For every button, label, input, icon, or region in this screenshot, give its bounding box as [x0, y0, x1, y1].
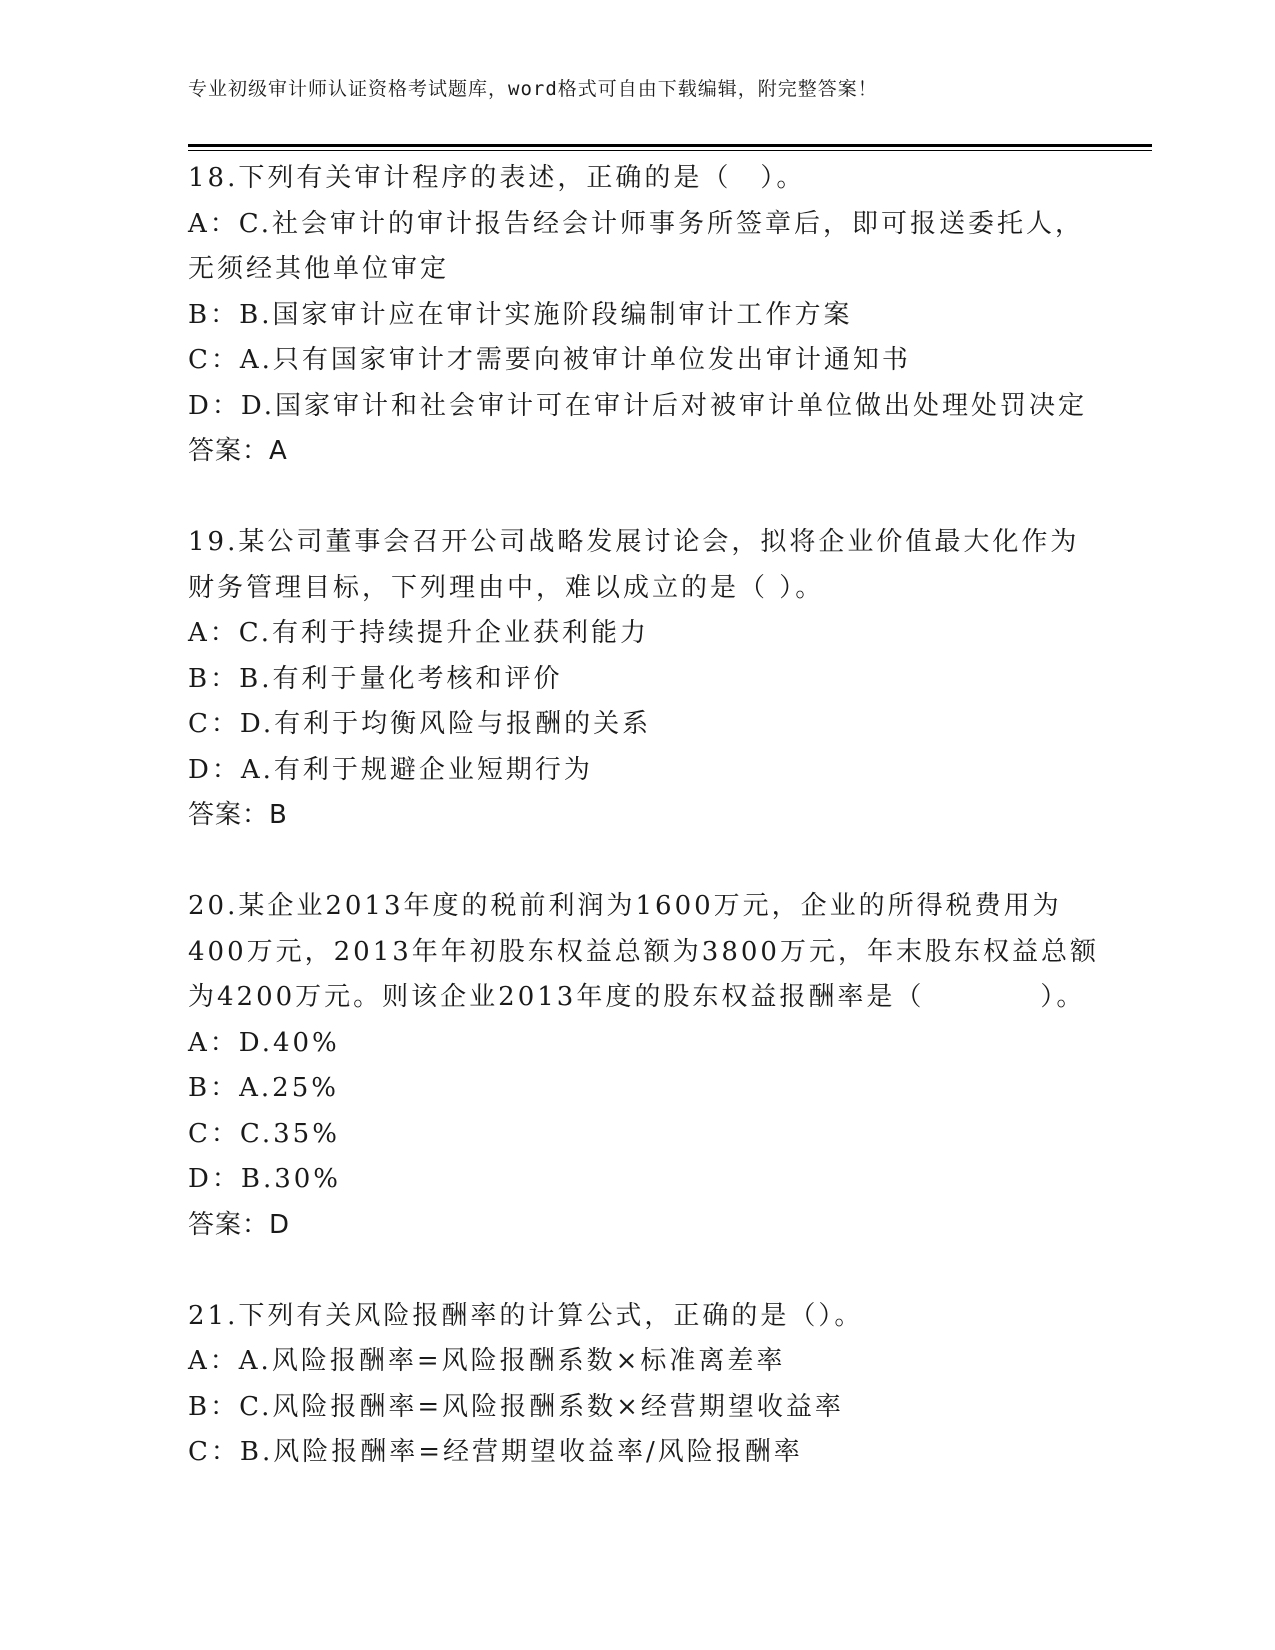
header-rule-thick [188, 144, 1152, 147]
question-stem: 18.下列有关审计程序的表述，正确的是（ ）。 [188, 163, 806, 193]
question-block [188, 884, 1099, 1294]
answer-option: A：A.风险报酬率=风险报酬系数×标准离差率 [188, 1346, 786, 1376]
header-rule-thin [188, 150, 1152, 151]
answer-option: C：B.风险报酬率=经营期望收益率/风险报酬率 [188, 1437, 803, 1467]
answer-option: C：D.有利于均衡风险与报酬的关系 [188, 709, 652, 739]
answer-option: B：A.25% [188, 1073, 339, 1103]
question-block [188, 156, 1088, 520]
answer-option: B：B.有利于量化考核和评价 [188, 663, 563, 694]
question-block [188, 1294, 1088, 1476]
question-list [188, 156, 1099, 1476]
answer-option: D：A.有利于规避企业短期行为 [188, 754, 593, 785]
answer-option: B：B.国家审计应在审计实施阶段编制审计工作方案 [188, 299, 853, 330]
question-stem: 21.下列有关风险报酬率的计算公式，正确的是（）。 [188, 1300, 864, 1331]
question-stem: 20.某企业2013年度的税前利润为1600万元，企业的所得税费用为 [188, 891, 1062, 921]
answer-option: A：C.社会审计的审计报告经会计师事务所签章后，即可报送委托人， [188, 208, 1085, 239]
answer-option: A：D.40% [188, 1027, 340, 1058]
question-stem: 财务管理目标，下列理由中，难以成立的是（ ）。 [188, 572, 825, 603]
answer-option: B：C.风险报酬率=风险报酬系数×经营期望收益率 [188, 1391, 844, 1422]
answer-key: 答案：B [188, 800, 288, 830]
answer-option: C：A.只有国家审计才需要向被审计单位发出审计通知书 [188, 345, 911, 375]
answer-option: C：C.35% [188, 1118, 340, 1149]
answer-option: A：C.有利于持续提升企业获利能力 [188, 618, 650, 648]
question-stem: 19.某公司董事会召开公司战略发展讨论会，拟将企业价值最大化作为 [188, 527, 1080, 557]
question-spacer [188, 475, 1088, 521]
question-stem: 为4200万元。则该企业2013年度的股东权益报酬率是（ ）。 [188, 982, 1086, 1012]
question-stem: 400万元，2013年年初股东权益总额为3800万元，年末股东权益总额 [188, 936, 1099, 967]
question-block [188, 520, 1088, 884]
question-spacer [188, 1248, 1088, 1294]
question-spacer [188, 839, 1088, 885]
answer-option: D：B.30% [188, 1164, 342, 1194]
answer-key: 答案：A [188, 436, 288, 466]
answer-option: D：D.国家审计和社会审计可在审计后对被审计单位做出处理处罚决定 [188, 390, 1088, 421]
answer-key: 答案：D [188, 1209, 291, 1240]
answer-option: 无须经其他单位审定 [188, 254, 450, 284]
page-header: 专业初级审计师认证资格考试题库，word格式可自由下载编辑，附完整答案！ [188, 78, 878, 100]
